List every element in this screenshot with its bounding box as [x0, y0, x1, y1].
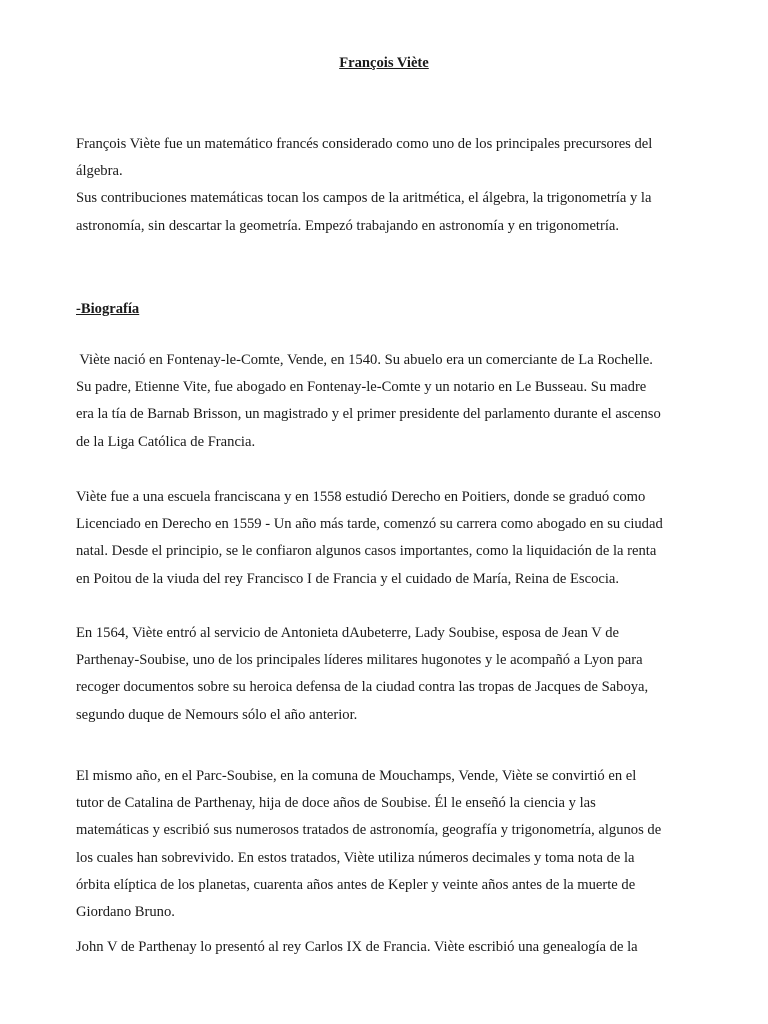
text-line: segundo duque de Nemours sólo el año anterior. — [76, 706, 358, 723]
text-line: Viète nació en Fontenay-le-Comte, Vende, en 1540. Su abuelo era un comerciante de La Rochelle. — [76, 352, 653, 368]
text-line: En 1564, Viète entró al servicio de Antonieta dAubeterre, Lady Soubise, esposa de Jean V de — [76, 625, 620, 641]
text-line: Sus contribuciones matemáticas tocan los campos de la aritmética, el álgebra, la trigonometría y la — [76, 190, 652, 207]
text-line: John V de Parthenay lo presentó al rey Carlos IX de Francia. Viète escribió una genealogía de la — [76, 939, 638, 955]
biography-paragraph-5 — [76, 934, 696, 961]
document-title: François Viète — [339, 55, 429, 71]
biography-paragraph-3 — [76, 620, 696, 729]
text-line: recoger documentos sobre su heroica defensa de la ciudad contra las tropas de Jacques de Saboya, — [76, 679, 649, 696]
text-line: matemáticas y escribió sus numerosos tratados de astronomía, geografía y trigonometría, algunos de — [76, 822, 662, 839]
text-line: astronomía, sin descartar la geometría. Empezó trabajando en astronomía y en trigonometría. — [76, 217, 620, 234]
text-line: los cuales han sobrevivido. En estos tratados, Viète utiliza números decimales y toma nota de la — [76, 849, 635, 866]
text-line: era la tía de Barnab Brisson, un magistrado y el primer presidente del parlamento durante el ascenso — [76, 406, 661, 423]
text-line: El mismo año, en el Parc-Soubise, en la comuna de Mouchamps, Vende, Viète se convirtió en el — [76, 768, 637, 784]
text-line: Licenciado en Derecho en 1559 - Un año más tarde, comenzó su carrera como abogado en su ciudad — [76, 516, 663, 533]
text-line: natal. Desde el principio, se le confiaron algunos casos importantes, como la liquidación de la renta — [76, 543, 657, 560]
text-line: Su padre, Etienne Vite, fue abogado en Fontenay-le-Comte y un notario en Le Busseau. Su madre — [76, 379, 647, 396]
text-line: de la Liga Católica de Francia. — [76, 433, 256, 450]
biography-paragraph-4 — [76, 763, 696, 926]
section-heading-biografia: -Biografía — [76, 301, 140, 317]
text-line: en Poitou de la viuda del rey Francisco I de Francia y el cuidado de María, Reina de Escocia. — [76, 570, 620, 587]
text-line: álgebra. — [76, 163, 123, 180]
text-line: Giordano Bruno. — [76, 904, 175, 921]
text-line: Viète fue a una escuela franciscana y en 1558 estudió Derecho en Poitiers, donde se graduó como — [76, 489, 646, 505]
biography-paragraph-2 — [76, 484, 696, 593]
intro-paragraph — [76, 131, 696, 240]
text-line: tutor de Catalina de Parthenay, hija de doce años de Soubise. Él le enseñó la ciencia y las — [76, 795, 596, 812]
biography-paragraph-1 — [76, 347, 696, 456]
text-line: órbita elíptica de los planetas, cuarenta años antes de Kepler y veinte años antes de la muerte de — [76, 876, 636, 893]
text-line: François Viète fue un matemático francés considerado como uno de los principales precursores del — [76, 136, 653, 152]
text-line: Parthenay-Soubise, uno de los principales líderes militares hugonotes y le acompañó a Lyon para — [76, 652, 643, 669]
